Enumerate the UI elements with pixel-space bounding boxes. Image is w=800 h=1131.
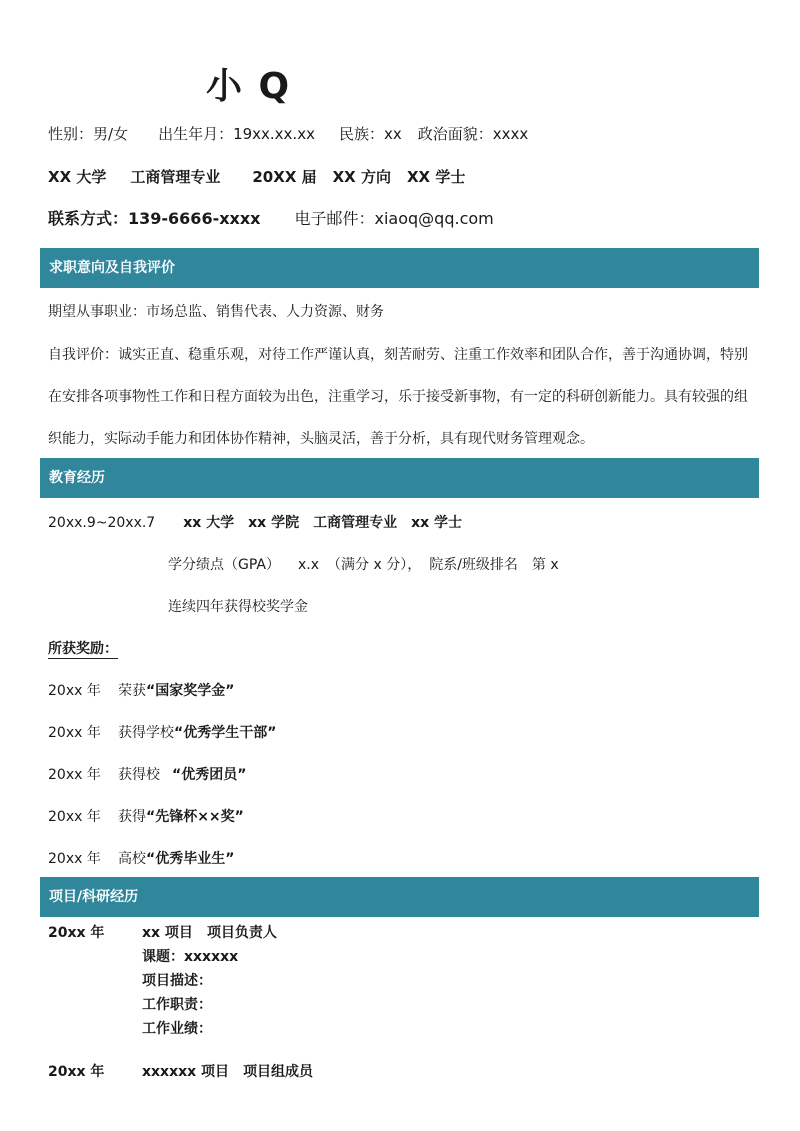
phone: 联系方式：139-6666-xxxx — [48, 209, 261, 228]
rank-label: 院系/班级排名 — [429, 557, 518, 573]
edu-college: xx 学院 — [248, 515, 300, 531]
self-eval-line-3: 织能力，实际动手能力和团体协作精神，头脑灵活，善于分析，具有现代财务管理观念。 — [48, 431, 594, 447]
award-year: 20xx 年 — [48, 809, 101, 825]
degree: XX 学士 — [406, 168, 466, 186]
email: 电子邮件：xiaoq@qq.com — [294, 209, 494, 228]
project-subject: 课题：xxxxxx — [142, 949, 239, 965]
project-description: 项目描述： — [142, 973, 212, 989]
scholarship: 连续四年获得校奖学金 — [168, 599, 308, 615]
project-name: xxxxxx 项目 — [142, 1064, 230, 1080]
award-name: “优秀学生干部” — [174, 725, 277, 741]
self-eval-line-2: 在安排各项事物性工作和日程方面较为出色，注重学习，乐于接受新事物，有一定的科研创新能力。具有较强的组 — [48, 389, 748, 405]
edu-degree: xx 学士 — [411, 515, 463, 531]
awards-title-text: 所获奖励： — [48, 641, 118, 657]
award-prefix: 高校 — [118, 851, 146, 867]
rank-value: 第 x — [531, 557, 559, 573]
section-header-intent: 求职意向及自我评价 — [40, 248, 759, 288]
expected-jobs: 期望从事职业：市场总监、销售代表、人力资源、财务 — [48, 304, 384, 320]
basic-info-row — [48, 123, 528, 144]
school: XX 大学 — [48, 168, 107, 186]
award-name: “优秀毕业生” — [146, 851, 235, 867]
awards-title — [48, 638, 118, 658]
award-name: “先锋杯××奖” — [146, 809, 244, 825]
gender: 性别：男/女 — [48, 125, 129, 143]
award-prefix: 获得 — [118, 809, 146, 825]
ethnicity: 民族：xx — [338, 125, 402, 143]
project-duty: 工作职责： — [142, 997, 212, 1013]
gpa-scale: （满分 x 分）， — [327, 557, 422, 573]
award-item — [48, 848, 234, 868]
award-year: 20xx 年 — [48, 725, 101, 741]
award-name: “优秀团员” — [172, 767, 247, 783]
edu-major: 工商管理专业 — [313, 515, 398, 531]
award-name: “国家奖学金” — [146, 683, 235, 699]
award-prefix: 获得学校 — [118, 725, 174, 741]
contact-row — [48, 206, 494, 229]
award-item — [48, 764, 246, 784]
section-header-education: 教育经历 — [40, 458, 759, 498]
award-year: 20xx 年 — [48, 767, 101, 783]
project-entry — [48, 922, 277, 942]
award-year: 20xx 年 — [48, 851, 101, 867]
education-entry — [48, 512, 462, 532]
project-name: xx 项目 — [142, 925, 193, 941]
project-entry — [48, 1061, 313, 1081]
gpa-row — [168, 554, 559, 574]
political-status: 政治面貌：xxxx — [417, 125, 529, 143]
award-item — [48, 806, 244, 826]
project-role: 项目组成员 — [243, 1064, 314, 1080]
graduation-class: 20XX 届 — [252, 168, 317, 186]
gpa-label: 学分绩点（GPA） — [168, 557, 280, 573]
edu-school: xx 大学 — [183, 515, 235, 531]
self-eval-line-1: 自我评价：诚实正直、稳重乐观，对待工作严谨认真，刻苦耐劳、注重工作效率和团队合作，善于沟通协调，特别 — [48, 347, 748, 363]
section-header-projects: 项目/科研经历 — [40, 877, 759, 917]
project-result: 工作业绩： — [142, 1021, 212, 1037]
award-prefix: 获得校 — [118, 767, 160, 783]
resume-name: 小 Q — [206, 66, 292, 107]
project-year: 20xx 年 — [48, 1064, 105, 1080]
award-prefix: 荣获 — [118, 683, 146, 699]
gpa-value: x.x — [297, 557, 320, 573]
education-period: 20xx.9~20xx.7 — [48, 515, 156, 531]
birth-date: 出生年月：19xx.xx.xx — [158, 125, 315, 143]
education-summary-row — [48, 166, 465, 187]
award-year: 20xx 年 — [48, 683, 101, 699]
award-item — [48, 680, 234, 700]
direction: XX 方向 — [332, 168, 391, 186]
major: 工商管理专业 — [130, 168, 221, 186]
project-role: 项目负责人 — [206, 925, 277, 941]
project-year: 20xx 年 — [48, 925, 105, 941]
award-item — [48, 722, 276, 742]
